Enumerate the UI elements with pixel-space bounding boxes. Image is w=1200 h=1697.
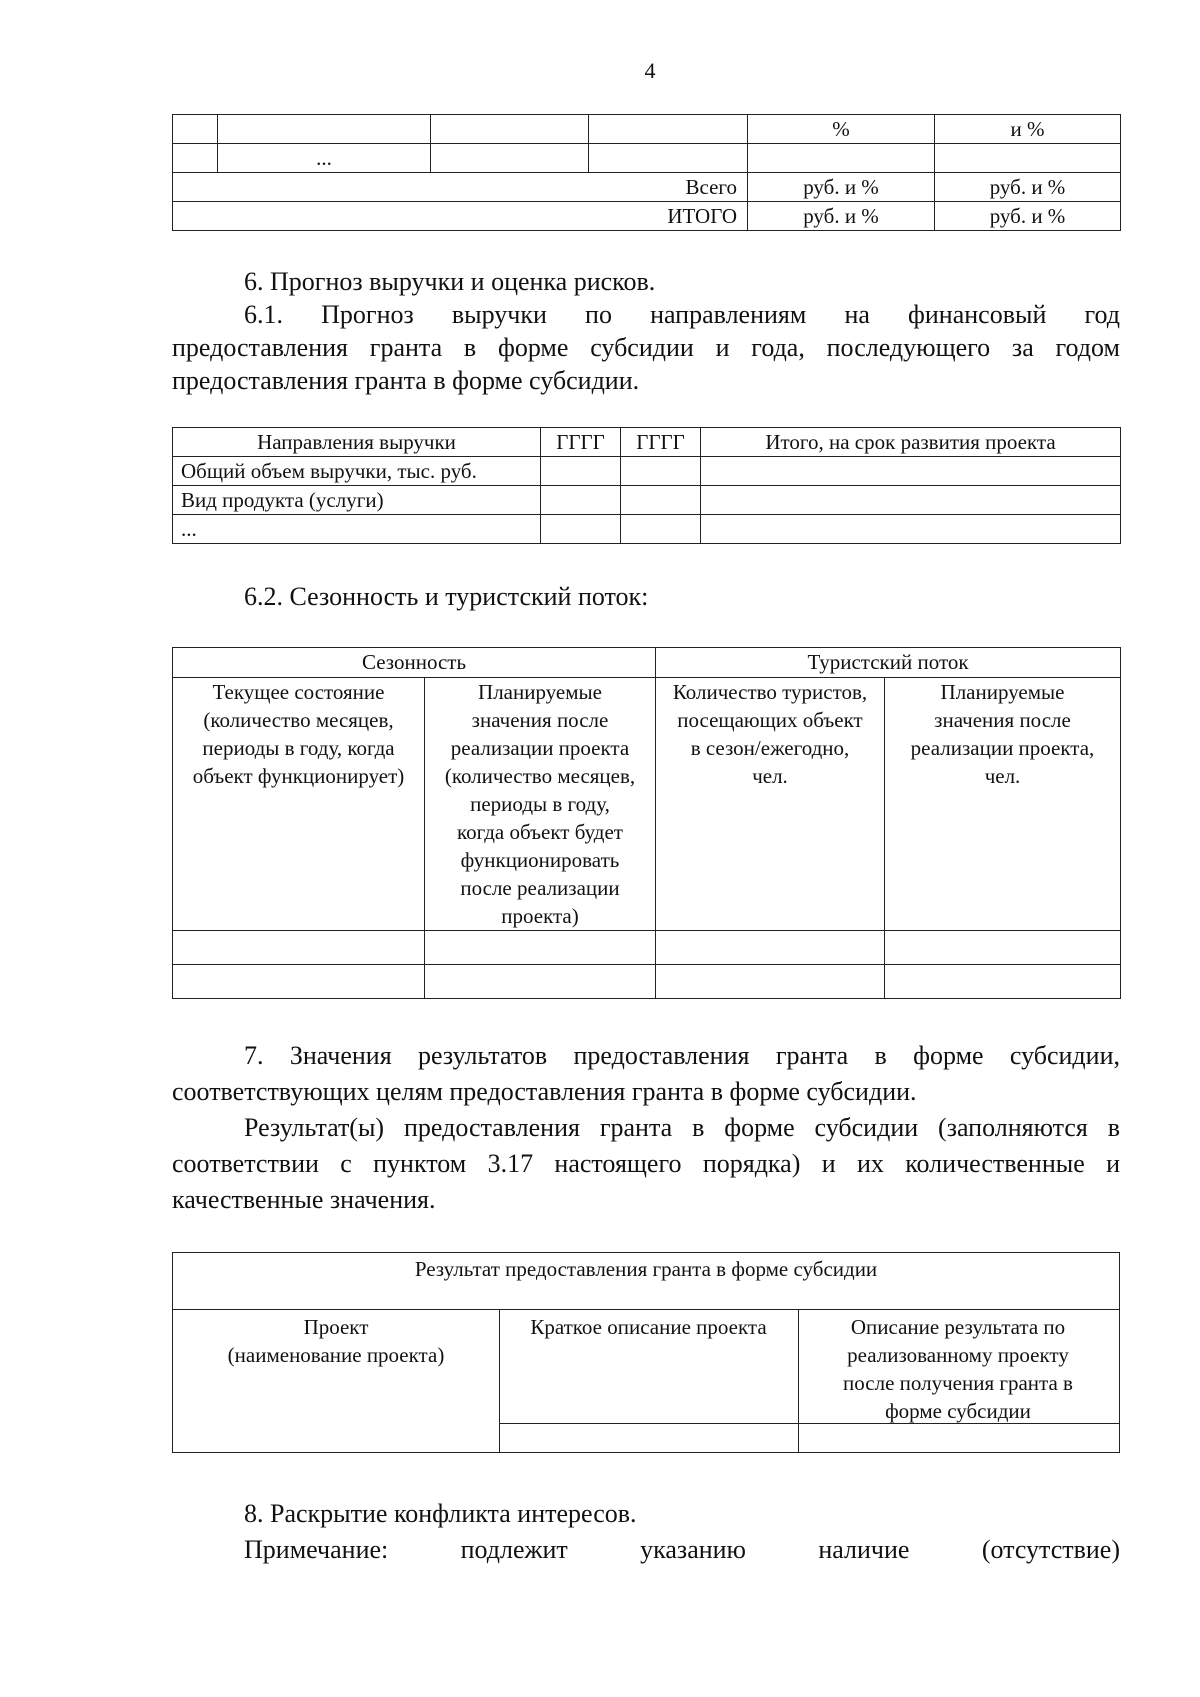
cell [589, 144, 748, 173]
paragraph-line: 6.1. Прогноз выручки по направлениям на финансовый год [244, 300, 1120, 329]
top-table [172, 114, 1121, 231]
total-label: Всего [173, 173, 748, 202]
grand-total-value-1: руб. и % [748, 202, 935, 231]
revenue-table [172, 427, 1121, 544]
paragraph-line: соответствующих целям предоставления гранта в форме субсидии. [172, 1077, 917, 1106]
cell [173, 931, 425, 965]
revenue-row-label: ... [173, 515, 541, 544]
paragraph-line: соответствии с пунктом 3.17 настоящего порядка) и их количественные и [172, 1149, 1120, 1178]
header-line: форме субсидии [885, 1399, 1031, 1423]
header-line: реализации проекта, [910, 736, 1095, 760]
project-name-header [173, 1313, 499, 1369]
cell [656, 965, 885, 999]
section6-1-paragraph [172, 298, 1120, 397]
paragraph-line: Результат(ы) предоставления гранта в форме субсидии (заполняются в [244, 1113, 1120, 1142]
cell [656, 931, 885, 965]
result-table [172, 1252, 1120, 1453]
cell [541, 457, 621, 486]
header-line: (количество месяцев, [203, 708, 394, 732]
header-line: периоды в году, [470, 792, 610, 816]
revenue-header-direction: Направления выручки [173, 428, 541, 457]
current-state-header [173, 678, 425, 931]
revenue-header-total: Итого, на срок развития проекта [701, 428, 1121, 457]
cell [541, 515, 621, 544]
cell [748, 144, 935, 173]
paragraph-line: предоставления гранта в форме субсидии. [172, 366, 640, 395]
paragraph-line: 7. Значения результатов предоставления гранта в форме субсидии, [244, 1041, 1120, 1070]
cell [885, 931, 1121, 965]
header-line: чел. [984, 764, 1021, 788]
cell [885, 965, 1121, 999]
total-value-2: руб. и % [935, 173, 1121, 202]
cell [431, 115, 589, 144]
header-line: объект функционирует) [192, 764, 405, 788]
seasonality-group-header: Сезонность [173, 648, 656, 678]
cell [541, 486, 621, 515]
header-line: проекта) [501, 904, 579, 928]
header-line: Краткое описание проекта [530, 1315, 767, 1339]
header-line: функционировать [460, 848, 620, 872]
section8-note: Примечание: подлежит указанию наличие (отсутствие) [244, 1535, 1120, 1564]
tourist-flow-group-header: Туристский поток [656, 648, 1121, 678]
cell [425, 965, 656, 999]
cell [621, 515, 701, 544]
seasonality-table [172, 647, 1121, 999]
revenue-row-label: Вид продукта (услуги) [173, 486, 541, 515]
header-line: после получения гранта в [843, 1371, 1073, 1395]
header-line: значения после [471, 708, 609, 732]
cell [621, 457, 701, 486]
header-line: когда объект будет [457, 820, 623, 844]
header-line: Планируемые [940, 680, 1065, 704]
header-line: Текущее состояние [212, 680, 385, 704]
header-line: чел. [752, 764, 788, 788]
total-value-1: руб. и % [748, 173, 935, 202]
revenue-row-label: Общий объем выручки, тыс. руб. [173, 457, 541, 486]
section6-heading: 6. Прогноз выручки и оценка рисков. [244, 267, 656, 296]
grand-total-value-2: руб. и % [935, 202, 1121, 231]
result-table-title: Результат предоставления гранта в форме субсидии [414, 1257, 878, 1281]
paragraph-line: качественные значения. [172, 1185, 436, 1214]
cell [173, 144, 218, 173]
paragraph-line: предоставления гранта в форме субсидии и года, последующего за годом [172, 333, 1120, 362]
cell [218, 115, 431, 144]
header-line: после реализации [460, 876, 620, 900]
cell [173, 115, 218, 144]
header-line: реализованному проекту [847, 1343, 1069, 1367]
header-line: посещающих объект [677, 708, 863, 732]
cell [425, 931, 656, 965]
grand-total-label: ИТОГО [173, 202, 748, 231]
page-number: 4 [644, 58, 656, 83]
header-line: Планируемые [478, 680, 602, 704]
cell [935, 144, 1121, 173]
header-line: (наименование проекта) [227, 1343, 445, 1367]
section8-heading: 8. Раскрытие конфликта интересов. [244, 1499, 637, 1528]
section6-2-heading: 6.2. Сезонность и туристский поток: [244, 582, 649, 611]
section7-paragraph [172, 1038, 1120, 1110]
project-description-header [499, 1313, 798, 1341]
revenue-header-year-1: ГГГГ [541, 428, 621, 457]
ellipsis-cell: ... [218, 144, 431, 173]
revenue-header-year-2: ГГГГ [621, 428, 701, 457]
percent-header: % [748, 115, 935, 144]
cell [621, 486, 701, 515]
cell [701, 486, 1121, 515]
planned-tourist-header [885, 678, 1121, 931]
tourist-count-header [656, 678, 885, 931]
cell [701, 515, 1121, 544]
result-header-divider [173, 1309, 1119, 1310]
header-line: периоды в году, когда [202, 736, 395, 760]
header-line: Количество туристов, [672, 680, 868, 704]
and-percent-header: и % [935, 115, 1121, 144]
header-line: (количество месяцев, [444, 764, 636, 788]
planned-season-header [425, 678, 656, 931]
cell [173, 965, 425, 999]
header-line: значения после [934, 708, 1071, 732]
header-line: Описание результата по [850, 1315, 1066, 1339]
cell [431, 144, 589, 173]
cell [589, 115, 748, 144]
cell [701, 457, 1121, 486]
result-description-header [798, 1313, 1118, 1425]
section7-results-paragraph [172, 1110, 1120, 1218]
header-line: Проект [303, 1315, 369, 1339]
header-line: в сезон/ежегодно, [690, 736, 850, 760]
header-line: реализации проекта [450, 736, 630, 760]
